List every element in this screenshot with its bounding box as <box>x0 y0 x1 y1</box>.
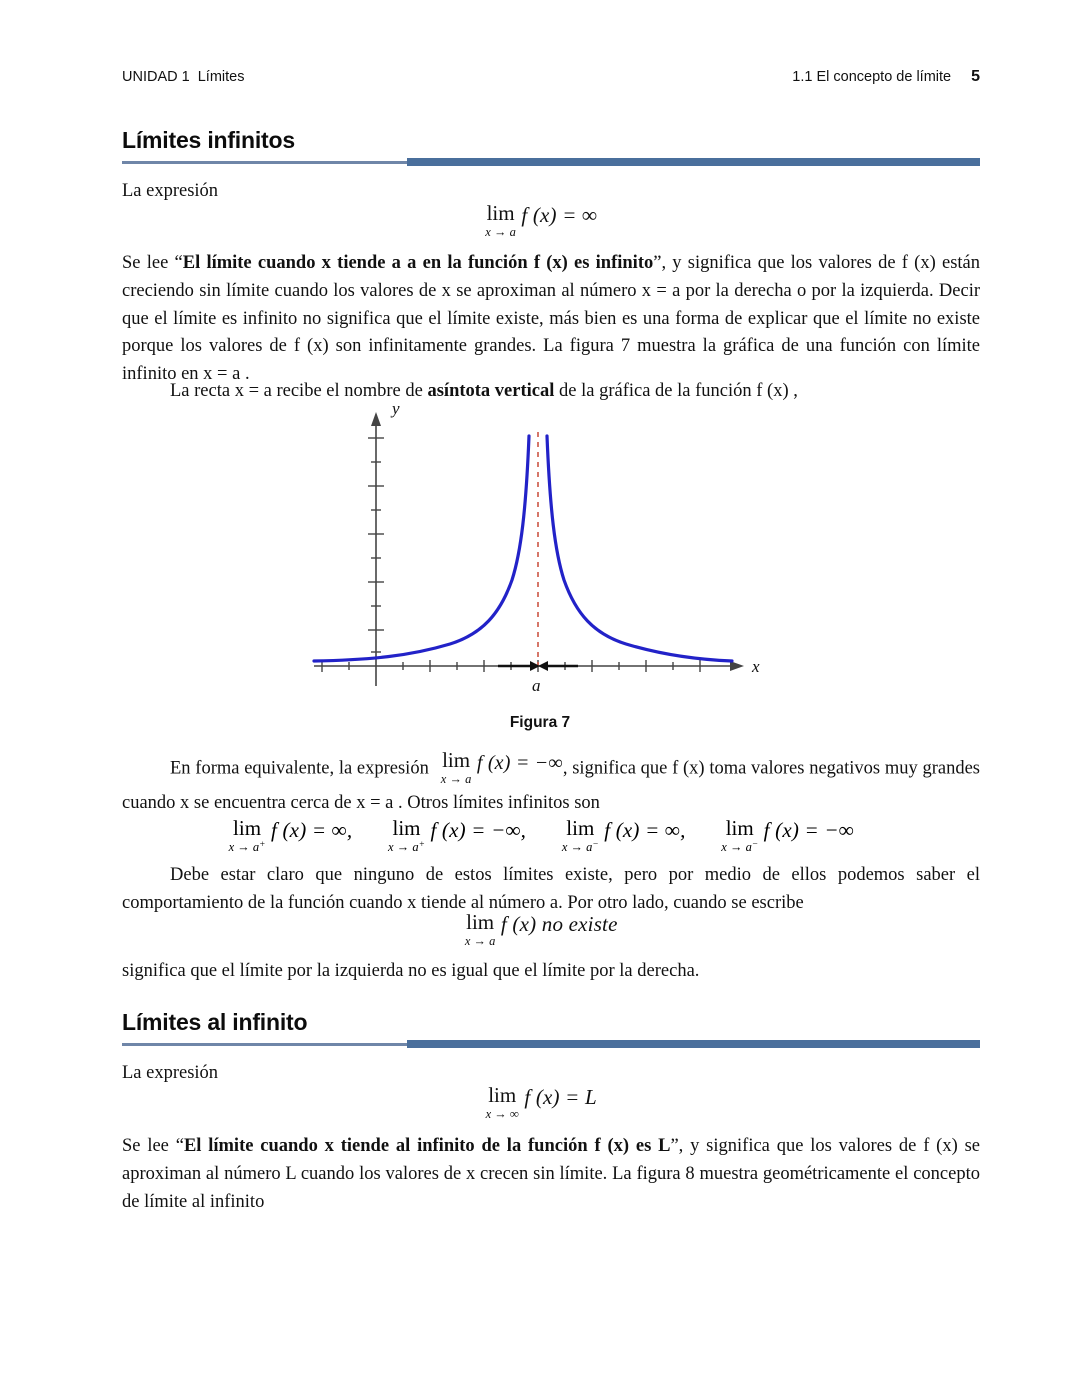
limit-sub-2: x → a+ <box>388 839 425 855</box>
para6-lead: Se lee “ <box>122 1136 184 1156</box>
section-rule-2 <box>122 1040 980 1049</box>
inline-limit-neg-infinito: lim x → a <box>440 748 472 787</box>
limit-operator-2: lim x → a+ <box>388 816 425 855</box>
section-rule-thin <box>122 161 415 164</box>
paragraph-se-lee-infinito <box>122 250 980 389</box>
one-sided-limit-2: lim x → a+ f (x) = −∞, <box>386 818 527 856</box>
limit-operator-no-existe: lim x → a <box>464 910 496 949</box>
one-sided-limit-3: lim x → a− f (x) = ∞, <box>559 818 685 856</box>
limit-operator-infinito: lim x → ∞ <box>485 1083 519 1122</box>
para6-bold: El límite cuando x tiende al infinito de la función f (x) es L <box>183 1136 671 1156</box>
running-head-left: UNIDAD 1 Límites <box>122 69 245 85</box>
para2-tail: de la gráfica de la función f (x) , <box>554 381 798 401</box>
para2-lead: La recta x = a recibe el nombre de <box>170 381 428 401</box>
para3-tail: , significa que f (x) toma valores negativos muy grandes cuando x se encuentra cerca de x = a . Otros límites infinitos son <box>122 758 980 813</box>
running-head-section: 1.1 El concepto de límite <box>792 69 952 85</box>
x-axis-label: x <box>752 657 760 676</box>
intro-text-2: La expresión <box>122 1063 219 1083</box>
running-head <box>122 68 980 86</box>
curve-right-branch <box>547 436 732 661</box>
page-number: 5 <box>971 68 980 85</box>
paragraph-significa-que: significa que el límite por la izquierda no es igual que el límite por la derecha. <box>122 961 700 981</box>
limit-sub-4: x → a− <box>721 839 759 855</box>
section-rule-thick <box>407 158 980 166</box>
intro-text-1: La expresión <box>122 181 219 201</box>
y-axis-arrowhead <box>371 412 381 426</box>
y-axis-label: y <box>392 400 400 418</box>
equation-lim-al-infinito: lim x → ∞ f (x) = L <box>0 1085 1080 1123</box>
para1-bold: El límite cuando x tiende a a en la función f (x) es infinito <box>182 253 654 273</box>
limit-sub-3: x → a− <box>561 839 599 855</box>
one-sided-limit-4: lim x → a− f (x) = −∞ <box>719 818 854 856</box>
para3-lead: En forma equivalente, la expresión <box>170 758 429 779</box>
section-rule-thin-2 <box>122 1043 415 1046</box>
para1-tail: ”, y significa que los valores de f (x) están creciendo sin límite cuando los valores de x se aproximan al número x = a por la derecha o por la izquierda. Decir que el límite es infinito no significa que el límite existe, más bien es una forma de explicar que el límite no existe porque los valores de f (x) son infinitamente grandes. La figura 7 muestra la gráfica de una función con límite infinito en x = a . <box>122 253 980 384</box>
equation-lim-no-existe: lim x → a f (x) no existe <box>0 912 1080 950</box>
limit-operator-1: lim x → a+ <box>228 816 266 855</box>
running-head-right <box>792 68 980 86</box>
curve-left-branch <box>314 436 529 661</box>
para6-tail: ”, y significa que los valores de f (x) se aproximan al número L cuando los valores de x crecen sin límite. La figura 8 muestra geométricamente el concepto de límite al infinito <box>122 1136 980 1212</box>
limit-operator-4: lim x → a− <box>721 816 759 855</box>
asymptote-point-label: a <box>532 676 541 695</box>
figure-7-graph <box>300 400 780 700</box>
section-title-2: Límites al infinito <box>122 1009 308 1035</box>
paragraph-se-lee-al-infinito <box>122 1133 980 1216</box>
one-sided-limit-1: lim x → a+ f (x) = ∞, <box>226 818 352 856</box>
para1-lead: Se lee “ <box>122 253 183 273</box>
section-heading-limites-al-infinito <box>122 1010 980 1049</box>
section-heading-limites-infinitos <box>122 128 980 167</box>
figure-caption: Figura 7 <box>509 714 571 731</box>
limit-operator: lim x → a <box>485 201 516 240</box>
limit-sub-1: x → a+ <box>228 839 266 855</box>
limit-operator-3: lim x → a− <box>561 816 599 855</box>
paragraph-debe-estar-claro: Debe estar claro que ninguno de estos límites existe, pero por medio de ellos podemos saber el comportamiento de la función cuando x tiende al número a. Por otro lado, cuando se escribe <box>122 865 980 913</box>
section-title: Límites infinitos <box>122 127 295 153</box>
section-rule-thick-2 <box>407 1040 980 1048</box>
figure-7-svg <box>300 400 780 700</box>
para2-bold: asíntota vertical <box>427 381 555 401</box>
section-rule <box>122 158 980 167</box>
equation-row-one-sided-limits <box>0 818 1080 856</box>
equation-lim-infinito: lim x → a f (x) = ∞ <box>0 203 1080 241</box>
paragraph-forma-equivalente: En forma equivalente, la expresión lim x → a f (x) = −∞, significa que f (x) toma valores negativos muy grandes cuando x se encuentra cerca de x = a . Otros límites infinitos son <box>122 748 980 813</box>
